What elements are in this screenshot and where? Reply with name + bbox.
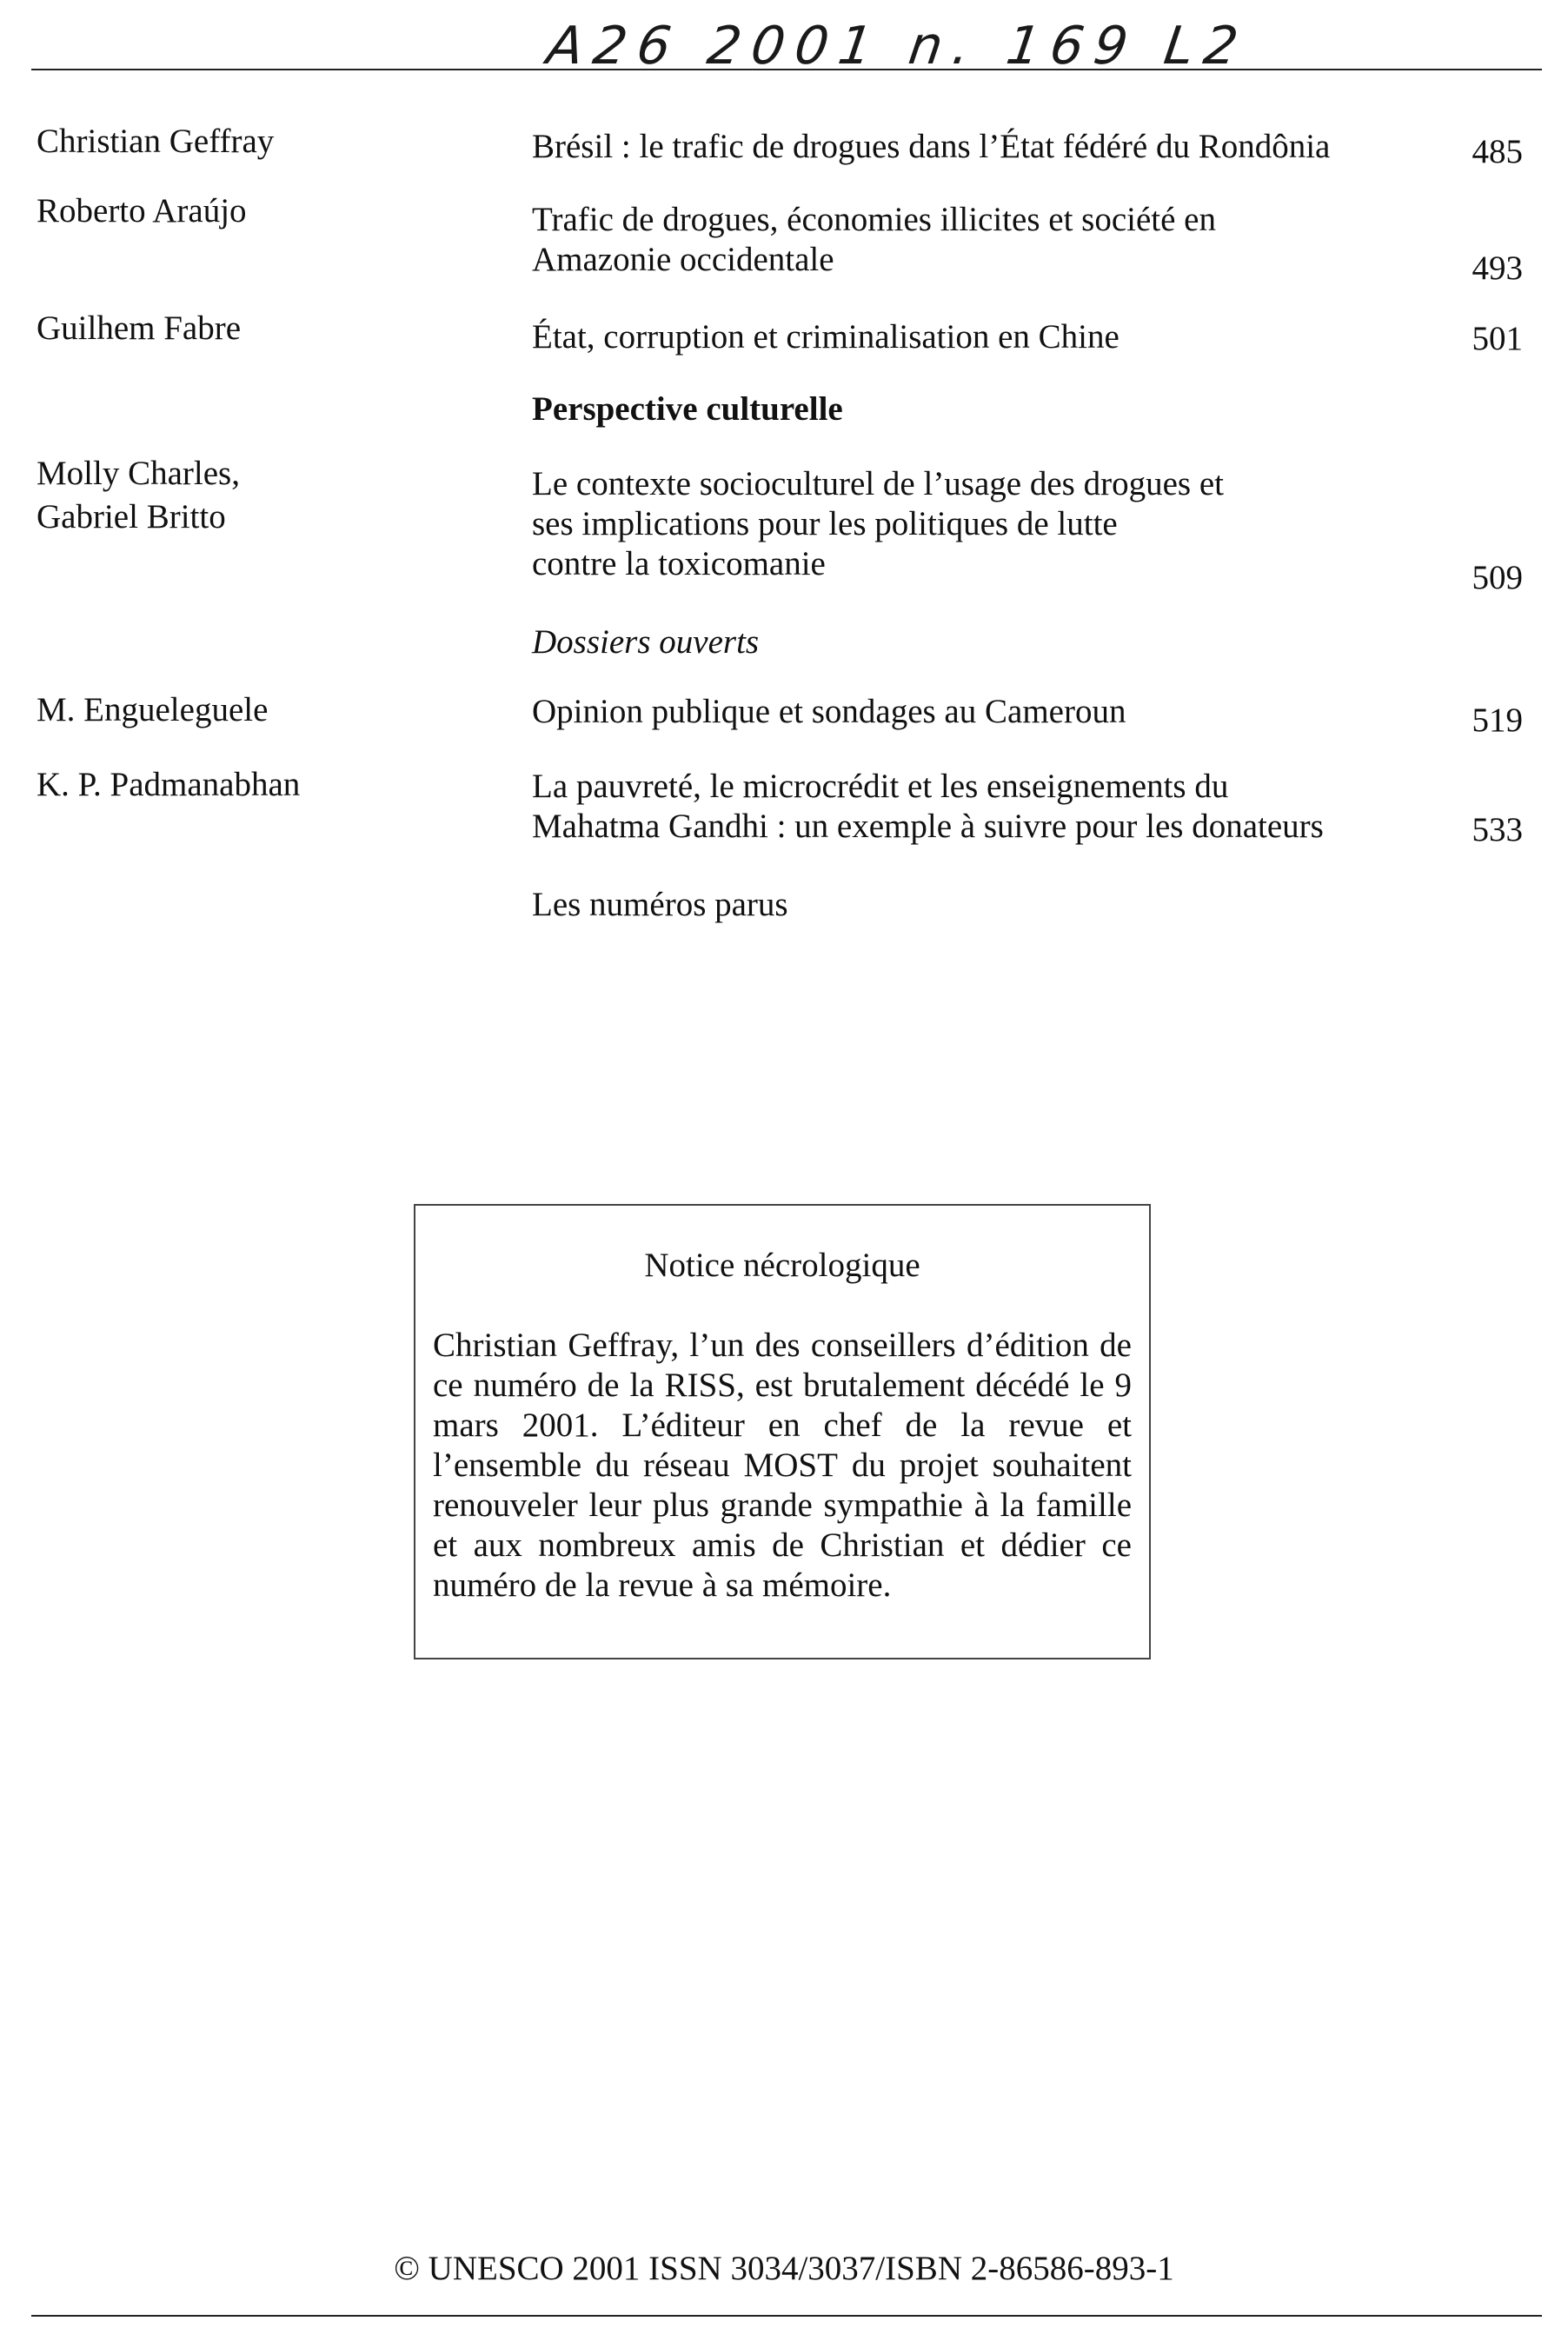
toc-author — [37, 452, 488, 539]
toc-title — [532, 767, 1419, 847]
toc-page-number: 519 — [1472, 702, 1523, 739]
toc-section-heading: Perspective culturelle — [532, 390, 843, 428]
toc-title-line: Amazonie occidentale — [532, 241, 834, 278]
toc-author — [37, 120, 488, 163]
toc-author — [37, 688, 488, 732]
toc-title-line: État, corruption et criminalisation en Chine — [532, 318, 1120, 356]
toc-page-number: 485 — [1472, 133, 1523, 170]
toc-title — [532, 885, 1419, 925]
toc-title-line: Mahatma Gandhi : un exemple à suivre pour les donateurs — [532, 808, 1324, 845]
notice-text: Christian Geffray, l’un des conseillers d’édition de ce numéro de la — [433, 1327, 1132, 1404]
toc-author — [37, 307, 488, 350]
toc-title-line: Brésil : le trafic de drogues dans l’État fédéré du Rondônia — [532, 128, 1331, 165]
notice-heading: Notice nécrologique — [644, 1247, 920, 1284]
toc-author — [37, 190, 488, 233]
toc-author-line: Christian Geffray — [37, 123, 275, 160]
obituary-notice-box — [414, 1204, 1151, 1659]
toc-author-line: Roberto Araújo — [37, 192, 247, 229]
toc-author-line: K. P. Padmanabhan — [37, 766, 301, 803]
notice-text: , est brutalement décédé le 9 mars 2001. L’éditeur en chef de la revue et l’ensemble du réseau — [433, 1367, 1133, 1484]
toc-author-line: Molly Charles, — [37, 455, 240, 492]
toc-page-number: 493 — [1472, 249, 1523, 287]
notice-body — [433, 1326, 1132, 1606]
toc-author — [37, 763, 488, 807]
toc-author-line: M. Engueleguele — [37, 691, 269, 728]
toc-title-line: La pauvreté, le microcrédit et les enseignements du — [532, 768, 1229, 805]
handwritten-note: A26 2001 n. 169 L2 — [543, 16, 1252, 76]
toc-title-line: Trafic de drogues, économies illicites et société en — [532, 201, 1216, 238]
toc-title-line: Les numéros parus — [532, 886, 788, 923]
toc-page-number: 501 — [1472, 320, 1523, 357]
toc-title-line: ses implications pour les politiques de lutte — [532, 505, 1118, 542]
toc-title — [532, 317, 1419, 357]
bottom-rule — [31, 2315, 1542, 2317]
toc-title — [532, 200, 1419, 280]
toc-author-line: Gabriel Britto — [37, 498, 226, 535]
toc-section-heading: Dossiers ouverts — [532, 623, 760, 661]
toc-title-line: contre la toxicomanie — [532, 545, 826, 582]
notice-abbrev-riss: RISS — [664, 1367, 736, 1404]
toc-author-line: Guilhem Fabre — [37, 309, 242, 347]
toc-title — [532, 692, 1419, 732]
toc-title-line: Opinion publique et sondages au Cameroun — [532, 693, 1126, 730]
notice-text: du projet souhaitent renouveler leur plus grande sympathie à la famille et aux nombreux amis de Christian et dédier ce numéro de la revue à sa mémoire. — [433, 1446, 1132, 1604]
copyright-line: © UNESCO 2001 ISSN 3034/3037/ISBN 2-86586-893-1 — [394, 2250, 1174, 2287]
toc-page-number: 533 — [1472, 811, 1523, 848]
toc-page-number: 509 — [1472, 559, 1523, 596]
notice-abbrev-most: MOST — [743, 1446, 838, 1484]
toc-title-line: Le contexte socioculturel de l’usage des drogues et — [532, 465, 1224, 502]
toc-title — [532, 464, 1419, 584]
toc-title — [532, 127, 1419, 167]
